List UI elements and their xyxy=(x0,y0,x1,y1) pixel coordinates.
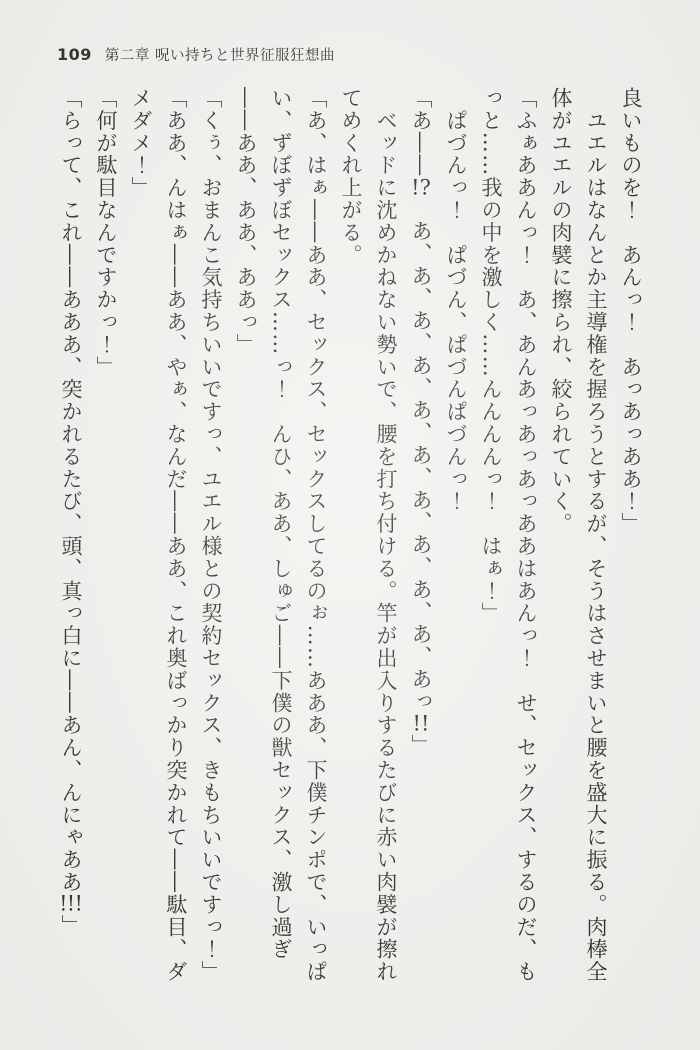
text-line: ――ああ、ああ、ああっ」 xyxy=(234,87,258,356)
text-line: ユエルはなんとか主導権を握ろうとするが、そうはさせまいと腰を盛大に振る。肉棒全 xyxy=(584,87,608,983)
page-text xyxy=(52,87,648,993)
text-line: い、ずぼずぼセックス……っ！ んひ、ああ、しゅご――下僕の獣セックス、激し過ぎ xyxy=(269,87,293,961)
text-line: ベッドに沈めかねない勢いで、腰を打ち付ける。竿が出入りするたびに赤い肉襞が擦れ xyxy=(374,87,398,983)
text-line: 「らって、これ――あああ、突かれるたび、頭、真っ白に――あん、んにゃああ!!!」 xyxy=(59,87,83,937)
page-header xyxy=(57,44,335,65)
tate-chu-yoko: !! xyxy=(412,712,430,734)
text-line: 「くぅ、おまんこ気持ちいいですっ、ユエル様との契約セックス、きもちいいですっ！」 xyxy=(199,87,223,983)
text-line: 「何が駄目なんですかっ！」 xyxy=(94,87,118,379)
text-line: 「ふぁああんっ！ あ、あんあっあっあっああはあんっ！ せ、セックス、するのだ、も xyxy=(514,87,538,983)
text-line: 「あ――!? あ、あ、あ、あ、あ、あ、あ、あ、あ、あ、あっ!!」 xyxy=(409,87,433,757)
text-line: 体がユエルの肉襞に擦られ、絞られていく。 xyxy=(549,87,573,535)
text-line: 良いものを！ あんっ！ あっあっああ！」 xyxy=(619,87,643,535)
text-line: メダメ！」 xyxy=(129,87,153,199)
text-line: てめくれ上がる。 xyxy=(339,87,363,267)
tate-chu-yoko: !!! xyxy=(59,893,83,915)
chapter-title: 第二章 呪い持ちと世界征服狂想曲 xyxy=(104,48,336,64)
text-line: ぱづんっ！ ぱづん、ぱづんぱづんっ！ xyxy=(444,87,468,513)
tate-chu-yoko: !? xyxy=(411,176,431,198)
text-line: っと……我の中を激しく……んんんんっ！ はぁ！」 xyxy=(479,87,503,625)
text-line: 「あ、はぁ――ああ、セックス、セックスしてるのぉ……あああ、下僕チンポで、いっぱ xyxy=(304,87,328,983)
text-line: 「ああ、んはぁ――ああ、やぁ、なんだ――ああ、これ奥ばっかり突かれて――駄目、ダ xyxy=(164,87,188,983)
page-number: 109 xyxy=(57,45,92,64)
